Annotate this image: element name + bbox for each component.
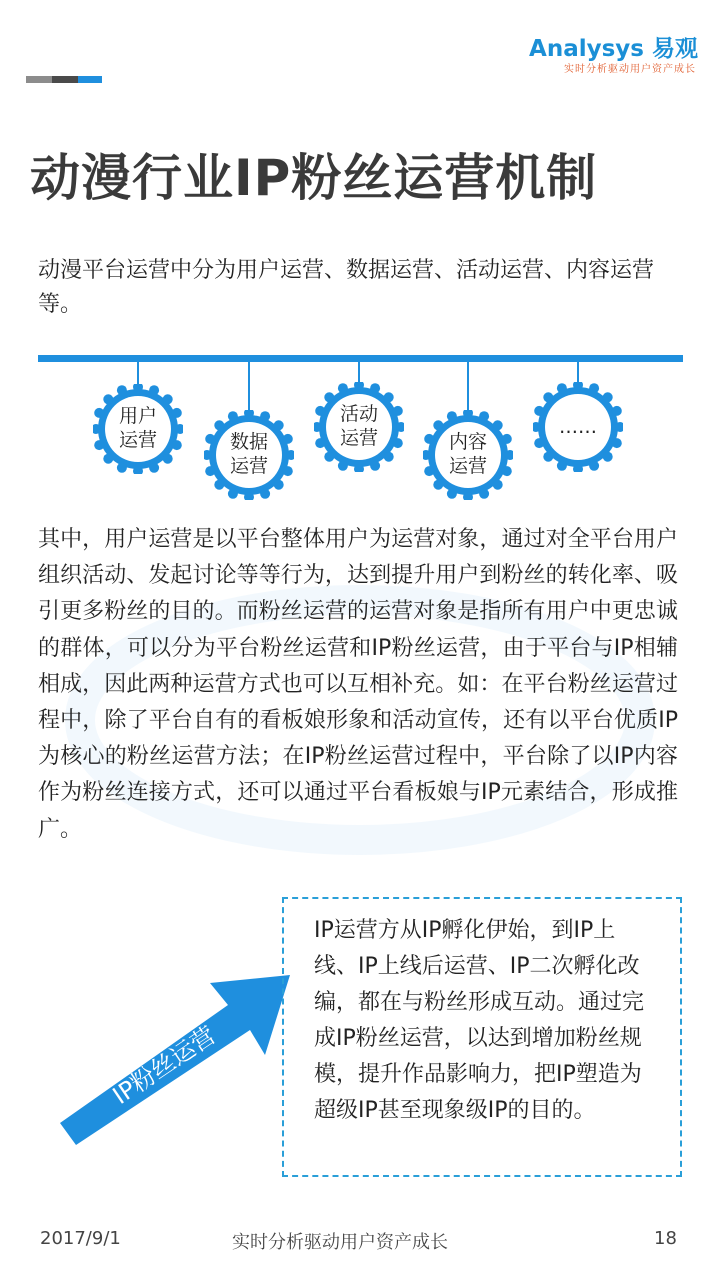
gear-label-line1: 活动	[339, 403, 378, 425]
gear-hanger	[467, 362, 469, 410]
gear-rail	[38, 355, 683, 362]
gear-hanger	[577, 362, 579, 382]
gear-label-line1: 用户	[118, 405, 157, 427]
gear-label-ellipsis: ……	[559, 416, 597, 438]
gear-user-operation	[93, 362, 183, 477]
gear-label-line2: 运营	[118, 429, 157, 451]
gear-label-line2: 运营	[448, 455, 487, 477]
ip-fan-operation-arrow	[60, 975, 290, 1145]
gear-activity-operation	[314, 362, 404, 477]
gear-label-line2: 运营	[229, 455, 268, 477]
page-title: 动漫行业IP粉丝运营机制	[30, 149, 598, 207]
gear-content-operation	[423, 362, 513, 502]
analysys-logo	[528, 30, 698, 74]
gear-label-line1: 内容	[448, 431, 487, 453]
gear-more-operation	[533, 362, 623, 477]
accent-segment-dark	[52, 76, 78, 83]
gear-label-line2: 运营	[339, 427, 378, 449]
intro-text: 动漫平台运营中分为用户运营、数据运营、活动运营、内容运营等。	[38, 258, 655, 317]
gear-data-operation	[204, 362, 294, 502]
accent-segment-blue	[78, 76, 102, 83]
body-paragraph: 其中，用户运营是以平台整体用户为运营对象，通过对全平台用户组织活动、发起讨论等等行为，达到提升用户到粉丝的转化率、吸引更多粉丝的目的。而粉丝运营的运营对象是指所有用户中更忠诚的群体，可以分为平台粉丝运营和IP粉丝运营，由于平台与IP相辅相成，因此两种运营方式也可以互相补充。如：在平台粉丝运营过程中，除了平台自有的看板娘形象和活动宣传，还有以平台优质IP为核心的粉丝运营方法；在IP粉丝运营过程中，平台除了以IP内容作为粉丝连接方式，还可以通过平台看板娘与IP元素结合，形成推广。	[38, 527, 678, 842]
gear-hanger	[248, 362, 250, 410]
header-accent-bar	[26, 76, 102, 83]
gear-label-line1: 数据	[229, 431, 268, 453]
logo-brand: Analysys 易观	[529, 36, 698, 62]
arrow-label: IP粉丝运营	[107, 1021, 221, 1110]
callout-text: IP运营方从IP孵化伊始，到IP上线、IP上线后运营、IP二次孵化改编，都在与粉丝形成互动。通过完成IP粉丝运营，以达到增加粉丝规模，提升作品影响力，把IP塑造为超级IP甚至现象级IP的目的。	[314, 918, 645, 1123]
gear-hanger	[358, 362, 360, 382]
callout-box	[282, 897, 682, 1177]
logo-tagline: 实时分析驱动用户资产成长	[564, 64, 696, 75]
gear-hanger	[137, 362, 139, 384]
page-number: 18	[654, 1228, 677, 1249]
footer-slogan: 实时分析驱动用户资产成长	[232, 1232, 448, 1253]
accent-segment-gray	[26, 76, 52, 83]
footer-date: 2017/9/1	[40, 1228, 121, 1249]
